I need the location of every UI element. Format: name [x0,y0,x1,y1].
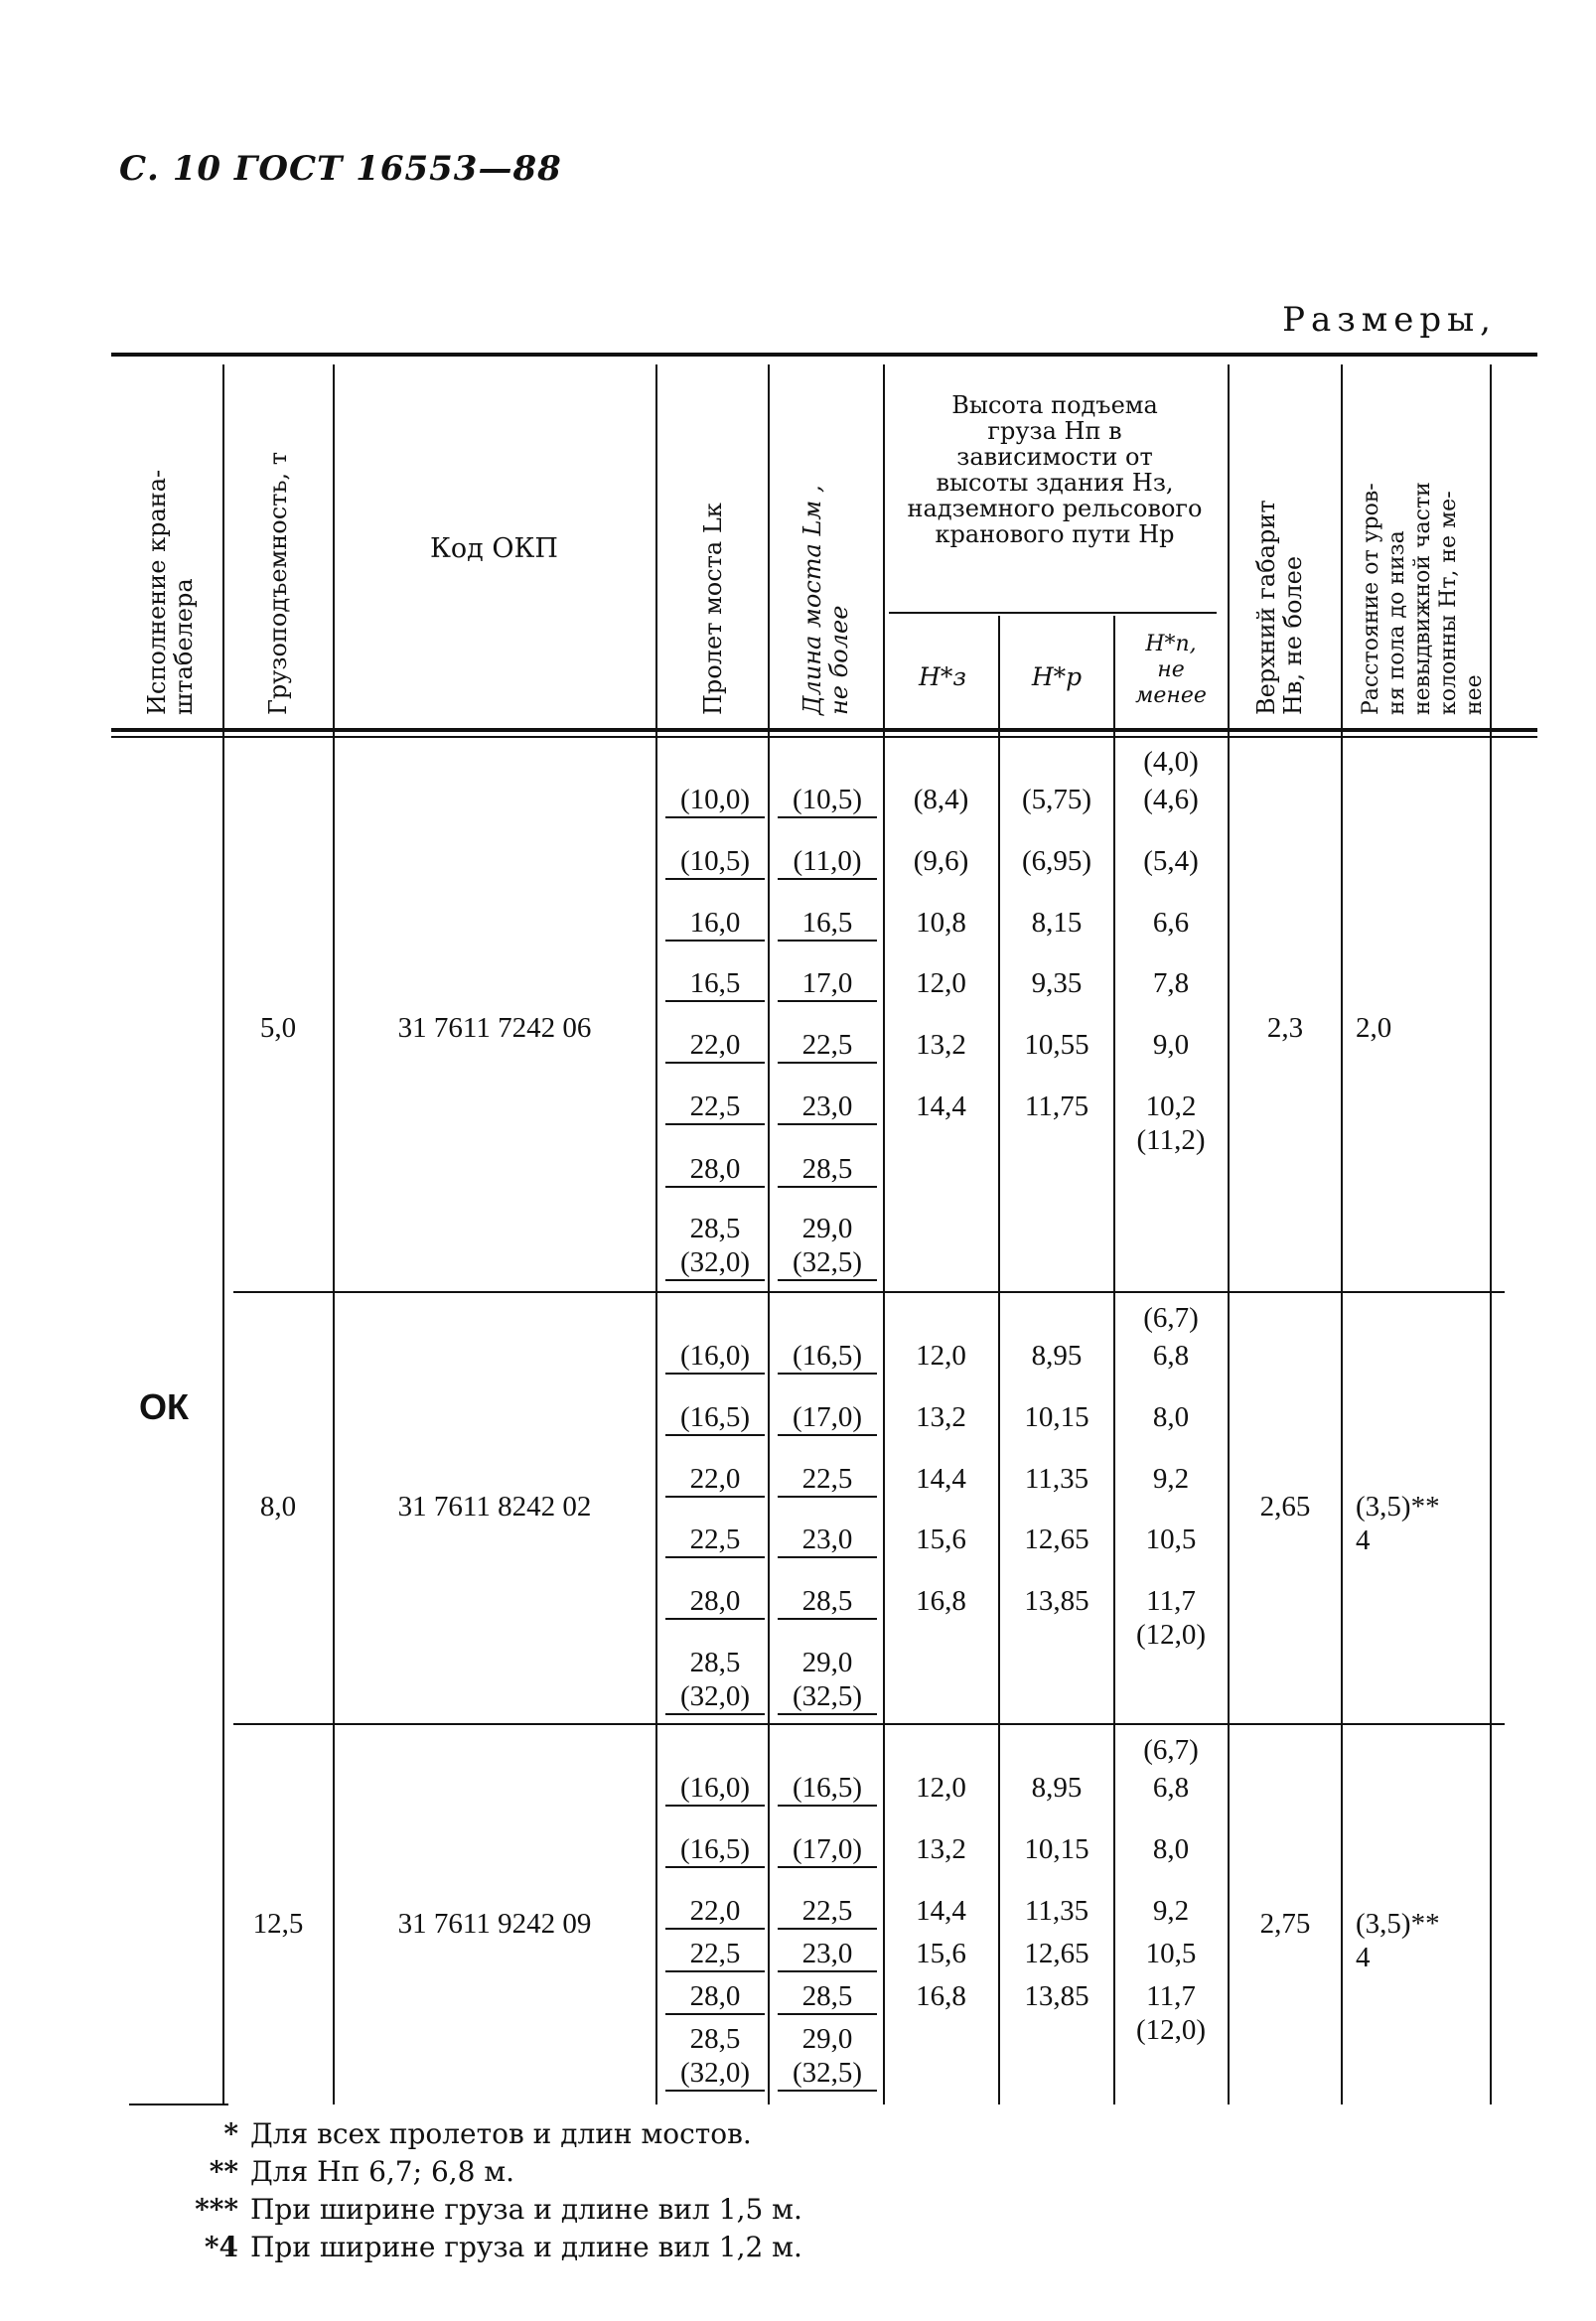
row-hr-value: 13,85 [1024,1585,1089,1617]
row-hr-value: 11,35 [1024,1895,1089,1927]
col-divider [222,364,224,2104]
header-bottom-rule [111,728,1537,732]
footnote-4 [159,2231,802,2264]
row-span-value: 22,5 [665,1523,765,1558]
row-span-value: 28,5 (32,0) [665,2022,765,2092]
col-divider [1113,616,1115,2104]
row-hp-value: 9,0 [1152,1029,1190,1061]
row-hz-value: 12,0 [916,1340,966,1372]
row-span-value: 22,5 [665,1937,765,1972]
row-hp-value: (5,4) [1143,845,1199,877]
row-hr-value: (5,75) [1021,784,1092,815]
row-hp-value: 6,8 [1152,1340,1190,1372]
variant-value: ОК [139,1386,189,1427]
row-hz-value: 14,4 [916,1463,966,1495]
row-hp-value: 8,0 [1152,1833,1190,1865]
group-separator [233,1723,1505,1725]
row-span-value: 16,0 [665,906,765,942]
row-hr-value: 12,65 [1024,1938,1089,1969]
capacity-value: 8,0 [259,1491,297,1523]
footnote-mark: *** [195,2193,238,2226]
header-floor-distance: Расстояние от уров- ня пола до низа невыдвижной части колонны Hт, не ме- нее [1359,482,1487,715]
header-okp-code: Код ОКП [430,533,558,564]
col-divider [768,364,770,2104]
row-length-value: (17,0) [778,1400,877,1436]
footnote-mark: *4 [204,2231,238,2263]
row-length-value: 23,0 [778,1089,877,1125]
row-span-value: (16,5) [665,1832,765,1868]
row-hz-value: 13,2 [916,1029,966,1061]
row-hz-value: 13,2 [916,1401,966,1433]
okp-code-value: 31 7611 9242 09 [397,1908,592,1940]
footnote-text: Для Hп 6,7; 6,8 м. [250,2155,515,2188]
row-hp-value: 9,2 [1152,1463,1190,1495]
row-hp-value: 7,8 [1152,967,1190,999]
row-hp-value: 8,0 [1152,1401,1190,1433]
header-upper-clearance: Верхний габарит Hв, не более [1252,500,1307,715]
row-hr-value: 11,75 [1024,1090,1089,1122]
row-hr-value: 10,15 [1024,1833,1089,1865]
units-caption: Размеры, [1282,300,1497,340]
row-length-value: 29,0 (32,5) [778,1646,877,1715]
footnote-text: Для всех пролетов и длин мостов. [250,2117,752,2150]
sub-header-hr: H*р [1031,662,1083,691]
row-hz-value: (8,4) [913,784,969,815]
row-hr-value: 11,35 [1024,1463,1089,1495]
header-bridge-span: Пролет моста Lк [699,503,727,715]
row-hp-value: 11,7 (12,0) [1135,1585,1207,1651]
row-span-value: 22,5 [665,1089,765,1125]
row-length-value: 22,5 [778,1894,877,1930]
row-span-value: (10,0) [665,783,765,818]
group-separator [233,1291,1505,1293]
lift-hp-extra: (6,7) [1143,1734,1199,1766]
row-length-value: 22,5 [778,1028,877,1064]
row-span-value: 28,5 (32,0) [665,1212,765,1281]
row-hz-value: 12,0 [916,1772,966,1804]
row-length-value: 16,5 [778,906,877,942]
row-length-value: 29,0 (32,5) [778,1212,877,1281]
row-span-value: 22,0 [665,1028,765,1064]
row-hp-value: 10,2 (11,2) [1136,1090,1206,1156]
floor-distance-value: (3,5)** 4 [1356,1491,1440,1556]
row-length-value: 23,0 [778,1937,877,1972]
row-span-value: (16,5) [665,1400,765,1436]
footnote-2 [159,2155,514,2189]
col-divider [1341,364,1343,2104]
row-hr-value: 10,55 [1024,1029,1089,1061]
floor-distance-value: (3,5)** 4 [1356,1908,1440,1973]
col-divider [1228,364,1230,2104]
table-bottom-rule [129,2103,228,2105]
row-hz-value: 10,8 [916,907,966,939]
row-hr-value: 9,35 [1031,967,1083,999]
row-span-value: 28,0 [665,1152,765,1188]
header-bridge-length: Длина моста Lм , не более [798,485,853,715]
row-length-value: (10,5) [778,783,877,818]
table-top-rule [111,353,1537,357]
row-hp-value: 10,5 [1145,1523,1197,1555]
row-length-value: (16,5) [778,1771,877,1807]
row-hr-value: 13,85 [1024,1980,1089,2012]
row-span-value: 28,0 [665,1584,765,1620]
row-span-value: 22,0 [665,1894,765,1930]
floor-distance-value: 2,0 [1356,1012,1392,1044]
row-length-value: (11,0) [778,844,877,880]
row-length-value: 17,0 [778,966,877,1002]
header-lift-height: Высота подъема груза Hп в зависимости от высоты здания Hз, надземного рельсового кранового пути Hр [907,391,1203,548]
lift-hp-extra: (6,7) [1143,1302,1199,1334]
lift-height-subrule [889,612,1217,614]
row-length-value: 28,5 [778,1152,877,1188]
footnote-3 [159,2193,802,2227]
row-hz-value: 12,0 [916,967,966,999]
upper-clearance-value: 2,65 [1259,1491,1311,1523]
row-span-value: (10,5) [665,844,765,880]
row-hr-value: (6,95) [1021,845,1092,877]
row-hz-value: 15,6 [916,1938,966,1969]
row-length-value: 22,5 [778,1462,877,1498]
row-hr-value: 8,95 [1031,1772,1083,1804]
row-hp-value: 11,7 (12,0) [1135,1980,1207,2046]
col-divider [333,364,335,2104]
row-hp-value: 6,8 [1152,1772,1190,1804]
capacity-value: 5,0 [259,1012,297,1044]
row-hz-value: 16,8 [916,1980,966,2012]
row-span-value: (16,0) [665,1339,765,1375]
header-capacity: Грузоподъемность, т [264,451,292,715]
okp-code-value: 31 7611 8242 02 [397,1491,592,1523]
row-span-value: 28,0 [665,1979,765,2015]
sub-header-hz: H*з [919,662,966,691]
page-header: С. 10 ГОСТ 16553—88 [119,149,562,189]
col-divider [655,364,657,2104]
row-hr-value: 8,95 [1031,1340,1083,1372]
row-hz-value: 15,6 [916,1523,966,1555]
row-hz-value: 14,4 [916,1090,966,1122]
row-length-value: (17,0) [778,1832,877,1868]
row-span-value: 16,5 [665,966,765,1002]
row-length-value: 28,5 [778,1584,877,1620]
capacity-value: 12,5 [252,1908,304,1940]
row-hp-value: 10,5 [1145,1938,1197,1969]
row-length-value: (16,5) [778,1339,877,1375]
row-hz-value: 13,2 [916,1833,966,1865]
header-variant: Исполнение крана- штабелера [143,469,198,715]
row-hr-value: 10,15 [1024,1401,1089,1433]
footnote-mark: * [223,2117,238,2150]
col-divider [1490,364,1492,2104]
row-hz-value: (9,6) [913,845,969,877]
row-span-value: 28,5 (32,0) [665,1646,765,1715]
row-span-value: 22,0 [665,1462,765,1498]
footnote-mark: ** [209,2155,238,2188]
row-hr-value: 8,15 [1031,907,1083,939]
footnote-1 [159,2117,752,2151]
row-hp-value: 6,6 [1152,907,1190,939]
row-hp-value: 9,2 [1152,1895,1190,1927]
col-divider [998,616,1000,2104]
row-hz-value: 16,8 [916,1585,966,1617]
okp-code-value: 31 7611 7242 06 [397,1012,592,1044]
lift-hp-extra: (4,0) [1143,746,1199,778]
row-length-value: 29,0 (32,5) [778,2022,877,2092]
row-hp-value: (4,6) [1143,784,1199,815]
col-divider [883,364,885,2104]
footnote-text: При ширине груза и длине вил 1,2 м. [250,2231,802,2263]
header-bottom-rule-2 [111,736,1537,738]
sub-header-hp: H*п, не менее [1135,632,1207,708]
row-hz-value: 14,4 [916,1895,966,1927]
row-hr-value: 12,65 [1024,1523,1089,1555]
upper-clearance-value: 2,75 [1259,1908,1311,1940]
row-span-value: (16,0) [665,1771,765,1807]
footnote-text: При ширине груза и длине вил 1,5 м. [250,2193,802,2226]
row-length-value: 23,0 [778,1523,877,1558]
upper-clearance-value: 2,3 [1266,1012,1304,1044]
row-length-value: 28,5 [778,1979,877,2015]
